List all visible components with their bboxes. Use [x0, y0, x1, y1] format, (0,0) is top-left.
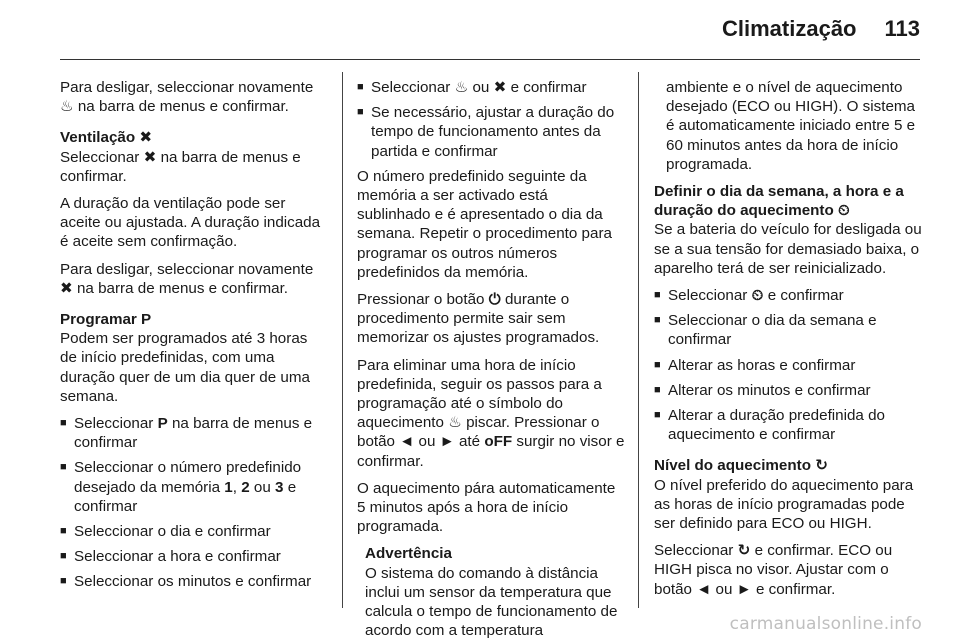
- bullet-list: [60, 414, 328, 592]
- bullet-icon: ■: [654, 314, 661, 327]
- section-heading-program: Programar P: [60, 311, 152, 329]
- bullet-icon: ■: [60, 575, 67, 588]
- fan-icon: ✖: [143, 148, 157, 166]
- level-icon: ↻: [815, 457, 828, 475]
- bullet-icon: ■: [60, 525, 67, 538]
- arrow-right-icon: ►: [736, 580, 752, 598]
- bullet-icon: ■: [357, 106, 364, 119]
- bullet-icon: ■: [357, 81, 364, 93]
- column-divider-2: [638, 72, 639, 608]
- column-2: [357, 78, 625, 640]
- list-item: ■ Seleccionar o dia da semana e confirmar: [654, 312, 877, 349]
- bullet-icon: ■: [654, 289, 661, 302]
- arrow-left-icon: ◄: [696, 580, 712, 598]
- note-block: [357, 544, 625, 640]
- note-text: O sistema do comando à distância inclui um sensor da temperatura que calcula o tempo de funcionamento de acordo com a temperatura: [365, 564, 618, 640]
- paragraph: Podem ser programados até 3 horas de início predefinidas, com uma duração quer de um dia quer de uma semana.: [60, 330, 310, 405]
- section-heading-time: Definir o dia da semana, a hora e a duração do aquecimento ⏲: [654, 183, 904, 220]
- bullet-icon: ■: [60, 550, 67, 563]
- list-item: ■ Seleccionar o número predefinido desejado da memória 1, 2 ou 3 e confirmar: [60, 459, 302, 515]
- list-item: ■ Alterar as horas e confirmar: [654, 356, 856, 374]
- list-item: ■ Seleccionar ⏲ e confirmar: [654, 287, 844, 305]
- list-item: ■ Seleccionar ♨ ou ✖ e confirmar: [357, 79, 587, 96]
- page-number: 113: [884, 16, 920, 41]
- paragraph: A duração da ventilação pode ser aceite ou ajustada. A duração indicada é aceite sem confirmação.: [60, 195, 321, 251]
- list-item: ■ Se necessário, ajustar a duração do tempo de funcionamento antes da partida e confirmar: [357, 104, 615, 160]
- list-item: ■ Seleccionar o dia e confirmar: [60, 523, 271, 541]
- bullet-icon: ■: [654, 358, 661, 371]
- list-item: ■ Alterar a duração predefinida do aquecimento e confirmar: [654, 407, 885, 444]
- paragraph: Seleccionar ↻ e confirmar. ECO ou HIGH pisca no visor. Ajustar com o botão ◄ ou ► e confirmar.: [654, 542, 893, 598]
- section-heading-level: Nível do aquecimento ↻: [654, 457, 828, 475]
- bullet-icon: ■: [60, 461, 67, 474]
- power-icon: ⏻: [488, 291, 501, 309]
- bullet-list: [654, 286, 926, 444]
- heater-icon: ♨: [60, 98, 74, 116]
- level-icon: ↻: [737, 542, 751, 560]
- paragraph: O número predefinido seguinte da memória a ser activado está sublinhado e é apresentado o dia da semana. Repetir o procedimento para programar os outros números predefinidos da memória.: [357, 167, 612, 281]
- column-3: [654, 78, 926, 607]
- arrow-left-icon: ◄: [399, 433, 415, 451]
- bullet-icon: ■: [654, 409, 661, 422]
- paragraph: ambiente e o nível de aquecimento desejado (ECO ou HIGH). O sistema é automaticamente iniciado entre 5 e 60 minutos antes da hora de início programada.: [666, 79, 916, 173]
- paragraph: Se a bateria do veículo for desligada ou se a sua tensão for demasiado baixa, o aparelho terá de ser reinicializado.: [654, 221, 922, 277]
- arrow-right-icon: ►: [439, 433, 455, 451]
- fan-icon: ✖: [139, 129, 153, 147]
- header-rule: [60, 59, 920, 60]
- clock-icon: ⏲: [838, 202, 850, 220]
- list-item: ■ Alterar os minutos e confirmar: [654, 381, 871, 399]
- section-heading-ventilation: Ventilação ✖: [60, 129, 153, 147]
- page-header: [722, 16, 920, 50]
- paragraph: Para eliminar uma hora de início predefinida, seguir os passos para a programação até o símbolo do aquecimento ♨ piscar. Pressionar o botão ◄ ou ► até oFF surgir no visor e confirmar.: [357, 356, 625, 470]
- heater-icon: ♨: [448, 414, 462, 432]
- column-1: [60, 78, 328, 598]
- paragraph: O aquecimento pára automaticamente 5 minutos após a hora de início programada.: [357, 479, 616, 536]
- note-title: Advertência: [365, 545, 452, 563]
- list-item: ■ Seleccionar a hora e confirmar: [60, 548, 281, 566]
- paragraph: Seleccionar ✖ na barra de menus e confirmar.: [60, 148, 301, 185]
- bullet-list: [357, 78, 625, 161]
- watermark: carmanualsonline.info: [729, 614, 922, 634]
- list-item: ■ Seleccionar os minutos e confirmar: [60, 573, 312, 591]
- page-title: Climatização: [722, 16, 857, 41]
- column-divider-1: [342, 72, 343, 608]
- paragraph: Para desligar, seleccionar novamente ✖ na barra de menus e confirmar.: [60, 260, 314, 297]
- paragraph: Pressionar o botão ⏻ durante o procedimento permite sair sem memorizar os ajustes programados.: [357, 291, 600, 347]
- paragraph: O nível preferido do aquecimento para as horas de início programadas pode ser definido para ECO ou HIGH.: [654, 476, 914, 533]
- list-item: ■ Seleccionar P na barra de menus e confirmar: [60, 415, 313, 452]
- paragraph: Para desligar, seleccionar novamente ♨ na barra de menus e confirmar.: [60, 79, 314, 116]
- clock-icon: ⏲: [751, 287, 764, 305]
- fan-icon: ✖: [493, 79, 507, 96]
- heater-icon: ♨: [454, 79, 469, 96]
- bullet-icon: ■: [60, 417, 67, 430]
- bullet-icon: ■: [654, 383, 661, 396]
- fan-icon: ✖: [60, 279, 73, 297]
